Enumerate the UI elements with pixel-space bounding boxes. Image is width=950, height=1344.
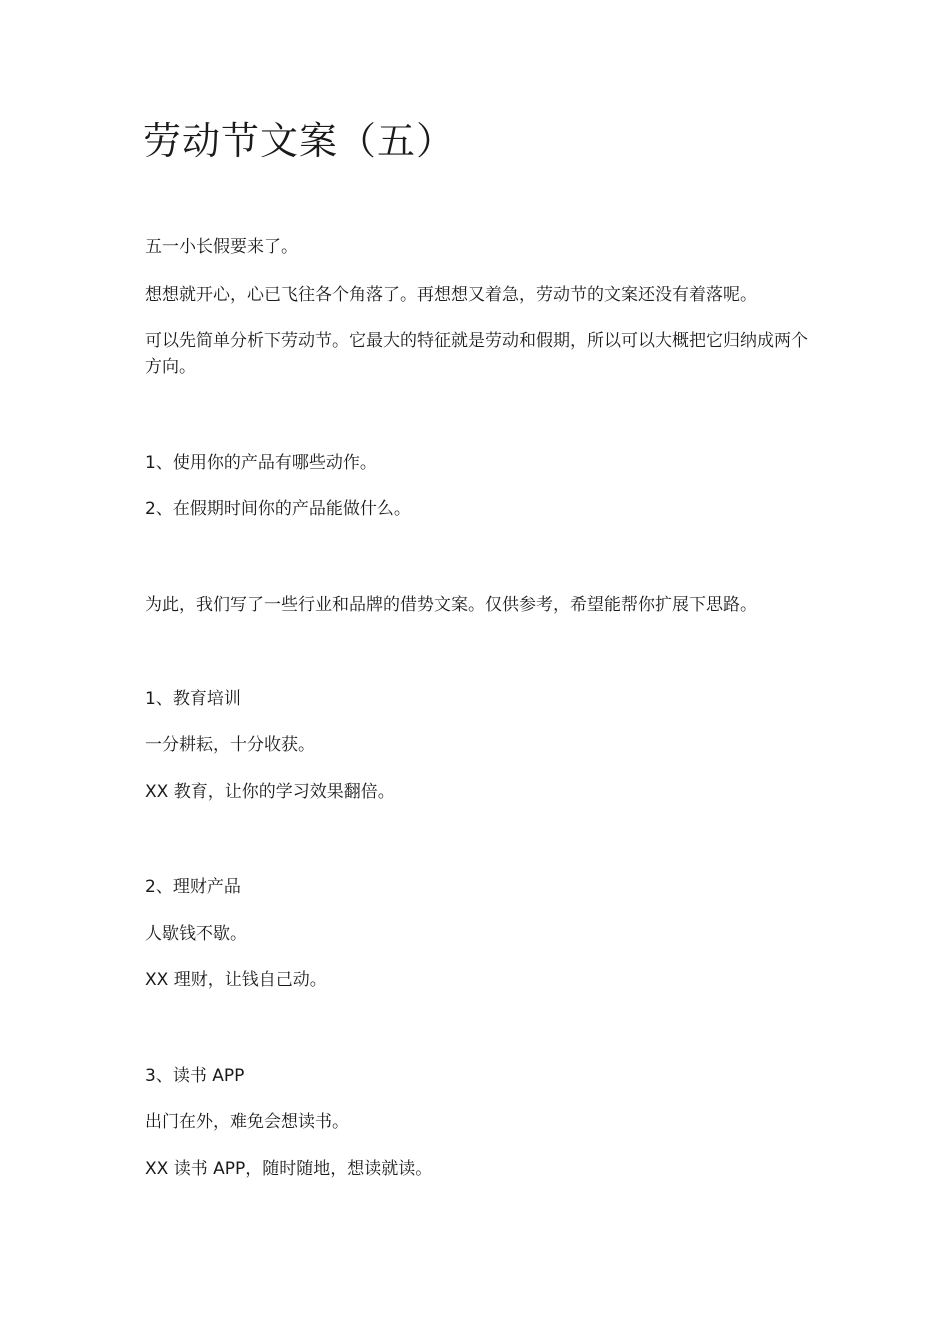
section-line: 一分耕耘，十分收获。 (145, 735, 315, 755)
intro-paragraph-2: 想想就开心，心已飞往各个角落了。再想想又着急，劳动节的文案还没有着落呢。 (145, 285, 757, 305)
section-heading-finance: 2、理财产品 (145, 877, 241, 897)
transition-paragraph: 为此，我们写了一些行业和品牌的借势文案。仅供参考，希望能帮你扩展下思路。 (145, 595, 757, 615)
section-heading-reading-app: 3、读书 APP (145, 1066, 245, 1086)
intro-paragraph-1: 五一小长假要来了。 (145, 237, 298, 257)
document-title: 劳动节文案（五） (143, 119, 456, 163)
section-line: XX 教育，让你的学习效果翻倍。 (145, 782, 395, 802)
section-line: XX 理财，让钱自己动。 (145, 970, 327, 990)
section-line: 人歇钱不歇。 (145, 924, 247, 944)
section-line: 出门在外，难免会想读书。 (145, 1112, 349, 1132)
section-heading-education: 1、教育培训 (145, 689, 241, 709)
direction-item-2: 2、在假期时间你的产品能做什么。 (145, 499, 411, 519)
section-line: XX 读书 APP，随时随地，想读就读。 (145, 1159, 433, 1179)
direction-item-1: 1、使用你的产品有哪些动作。 (145, 453, 377, 473)
intro-paragraph-3: 可以先简单分析下劳动节。它最大的特征就是劳动和假期，所以可以大概把它归纳成两个方向。 (145, 331, 808, 377)
